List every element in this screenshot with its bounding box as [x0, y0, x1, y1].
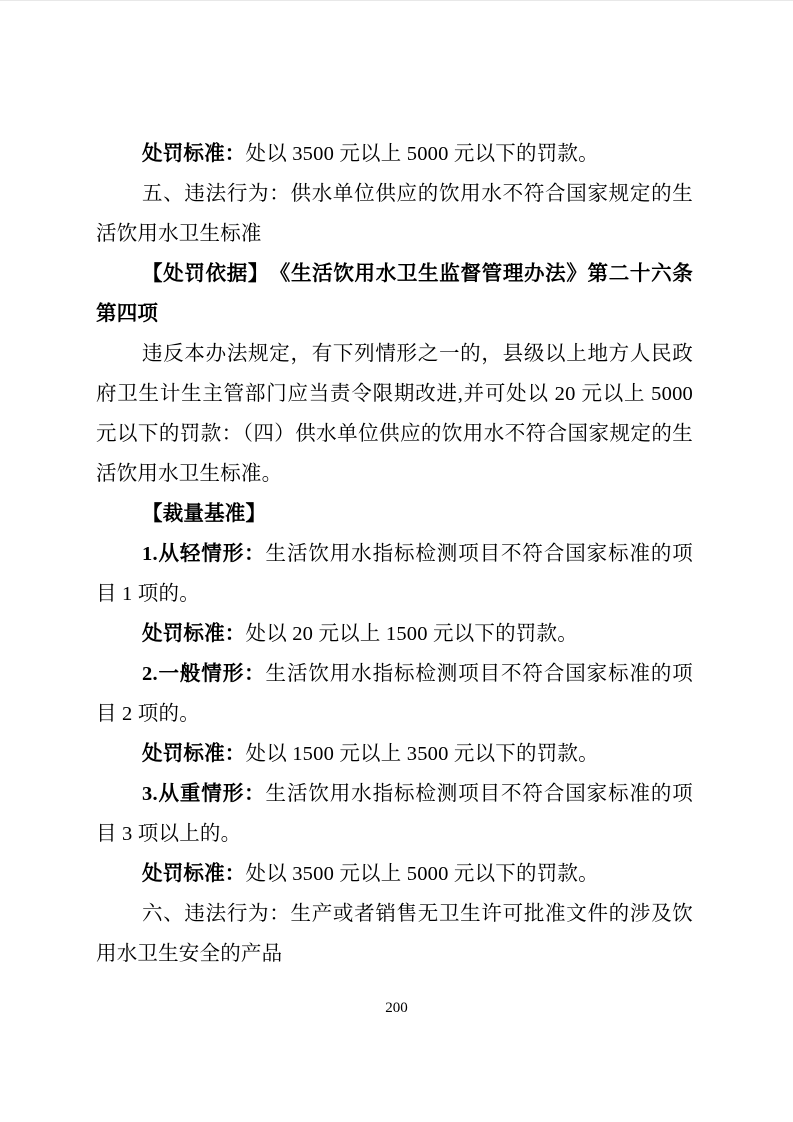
document-content	[96, 134, 693, 974]
paragraph-body: 生活饮用水指标检测项目不符合国家标准的项目 3 项以上的。	[96, 783, 693, 845]
paragraph-case-general	[96, 654, 693, 734]
paragraph-body: 生活饮用水指标检测项目不符合国家标准的项目 1 项的。	[96, 543, 693, 605]
paragraph-body: 生活饮用水指标检测项目不符合国家标准的项目 2 项的。	[96, 663, 693, 725]
paragraph-lead: 2.一般情形：	[142, 663, 266, 685]
paragraph-lead: 处罚标准：	[142, 143, 246, 165]
paragraph-discretion-heading	[96, 494, 693, 534]
paragraph-body: 六、违法行为：生产或者销售无卫生许可批准文件的涉及饮用水卫生安全的产品	[96, 903, 693, 965]
paragraph-body: 处以 3500 元以上 5000 元以下的罚款。	[245, 143, 599, 165]
paragraph-lead: 1.从轻情形：	[142, 543, 266, 565]
paragraph-lead: 处罚标准：	[142, 863, 246, 885]
paragraph-regulation-text	[96, 334, 693, 494]
paragraph-body: 违反本办法规定，有下列情形之一的，县级以上地方人民政府卫生计生主管部门应当责令限期改进,并可处以 20 元以上 5000 元以下的罚款：（四）供水单位供应的饮用水不符合国家规定的生活饮用水卫生标准。	[96, 343, 693, 485]
paragraph-penalty-basis-heading	[96, 254, 693, 334]
paragraph-lead: 处罚标准：	[142, 623, 246, 645]
paragraph-penalty-standard	[96, 614, 693, 654]
paragraph-body: 五、违法行为：供水单位供应的饮用水不符合国家规定的生活饮用水卫生标准	[96, 183, 693, 245]
paragraph-penalty-standard	[96, 734, 693, 774]
paragraph-body: 处以 3500 元以上 5000 元以下的罚款。	[245, 863, 599, 885]
paragraph-violation-6	[96, 894, 693, 974]
paragraph-penalty-standard	[96, 134, 693, 174]
paragraph-body: 处以 1500 元以上 3500 元以下的罚款。	[245, 743, 599, 765]
paragraph-lead: 处罚标准：	[142, 743, 246, 765]
paragraph-lead: 【处罚依据】 《生活饮用水卫生监督管理办法》第二十六条第四项	[96, 263, 693, 325]
paragraph-case-severe	[96, 774, 693, 854]
paragraph-body: 处以 20 元以上 1500 元以下的罚款。	[245, 623, 578, 645]
paragraph-case-light	[96, 534, 693, 614]
paragraph-penalty-standard	[96, 854, 693, 894]
page-number: 200	[385, 1000, 408, 1016]
paragraph-violation-5	[96, 174, 693, 254]
paragraph-lead: 【裁量基准】	[142, 503, 267, 525]
paragraph-lead: 3.从重情形：	[142, 783, 266, 805]
